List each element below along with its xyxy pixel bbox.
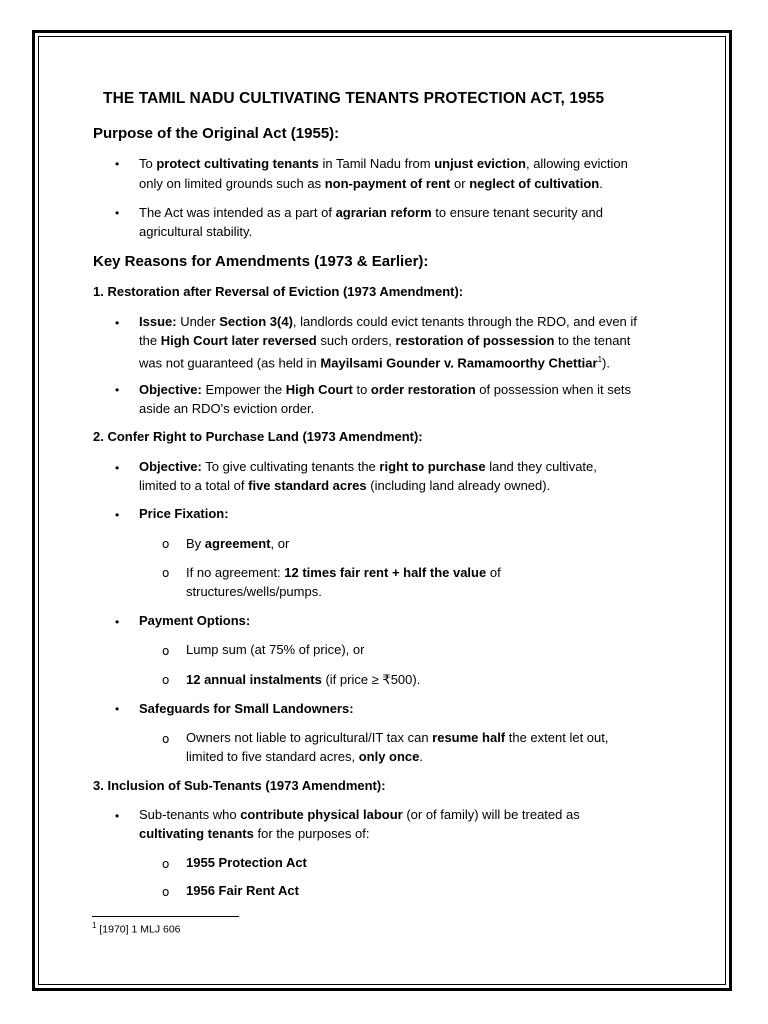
sub-bullet-icon: o	[162, 537, 170, 551]
sub-bullet-icon: o	[162, 644, 170, 658]
purpose-bullet-1-line-2: only on limited grounds such as non-payment of rent or neglect of cultivation.	[139, 176, 603, 191]
reasons-heading: Key Reasons for Amendments (1973 & Earlier):	[93, 253, 429, 270]
section-2-heading: 2. Confer Right to Purchase Land (1973 Amendment):	[93, 429, 423, 444]
footnote	[92, 921, 181, 936]
bullet-icon: •	[115, 508, 120, 522]
issue-line-1: Issue: Under Section 3(4), landlords could evict tenants through the RDO, and even if	[139, 314, 637, 329]
sub-bullet-icon: o	[162, 885, 170, 899]
act-item-1: 1955 Protection Act	[186, 855, 307, 870]
objective-1-line-2: aside an RDO's eviction order.	[139, 401, 315, 416]
sub-bullet-icon: o	[162, 566, 170, 580]
bullet-icon: •	[115, 461, 120, 475]
objective-2-line-2: limited to a total of five standard acres (including land already owned).	[139, 478, 551, 493]
bullet-icon: •	[115, 383, 120, 397]
objective-1-line-1: Objective: Empower the High Court to order restoration of possession when it sets	[139, 382, 632, 397]
footnote-reference: 1	[597, 355, 603, 364]
price-option-1: By agreement, or	[186, 536, 290, 551]
bullet-icon: •	[115, 702, 120, 716]
sub-bullet-icon: o	[162, 673, 170, 687]
sub-bullet-icon: o	[162, 857, 170, 871]
bullet-icon: •	[115, 206, 120, 220]
issue-line-2: the High Court later reversed such orders, restoration of possession to the tenant	[139, 333, 631, 348]
subtenant-line-2: cultivating tenants for the purposes of:	[139, 826, 370, 841]
payment-option-2: 12 annual instalments (if price ≥ ₹500).	[186, 672, 421, 687]
footnote-separator	[92, 916, 239, 917]
issue-line-3: was not guaranteed (as held in Mayilsami Gounder v. Ramamoorthy Chettiar$^1$).	[139, 355, 610, 371]
bullet-icon: •	[115, 809, 120, 823]
bullet-icon: •	[115, 615, 120, 629]
bullet-icon: •	[115, 316, 120, 330]
payment-option-1: Lump sum (at 75% of price), or	[186, 642, 365, 657]
subtenant-line-1: Sub-tenants who contribute physical labour (or of family) will be treated as	[139, 807, 580, 822]
price-option-2-line-2: structures/wells/pumps.	[186, 584, 322, 599]
safeguard-line-2: limited to five standard acres, only once.	[186, 749, 424, 764]
safeguards-label: Safeguards for Small Landowners:	[139, 701, 354, 716]
purpose-heading: Purpose of the Original Act (1955):	[93, 125, 340, 142]
payment-options-label: Payment Options:	[139, 613, 251, 628]
act-item-2: 1956 Fair Rent Act	[186, 883, 299, 898]
purpose-bullet-2-line-1: The Act was intended as a part of agrarian reform to ensure tenant security and	[139, 205, 603, 220]
price-option-2-line-1: If no agreement: 12 times fair rent + half the value of	[186, 565, 501, 580]
price-fixation-label: Price Fixation:	[139, 506, 229, 521]
footnote-mark: 1	[92, 921, 97, 930]
purpose-bullet-2-line-2: agricultural stability.	[139, 224, 253, 239]
safeguard-line-1: Owners not liable to agricultural/IT tax can resume half the extent let out,	[186, 730, 609, 745]
purpose-bullet-1-line-1: To protect cultivating tenants in Tamil Nadu from unjust eviction, allowing eviction	[139, 156, 628, 171]
objective-2-line-1: Objective: To give cultivating tenants the right to purchase land they cultivate,	[139, 459, 597, 474]
bullet-icon: •	[115, 157, 120, 171]
section-3-heading: 3. Inclusion of Sub-Tenants (1973 Amendment):	[93, 778, 386, 793]
section-1-heading: 1. Restoration after Reversal of Eviction (1973 Amendment):	[93, 284, 464, 299]
sub-bullet-icon: o	[162, 732, 170, 746]
document-title: THE TAMIL NADU CULTIVATING TENANTS PROTECTION ACT, 1955	[103, 90, 605, 107]
footnote-text: [1970] 1 MLJ 606	[96, 923, 181, 936]
